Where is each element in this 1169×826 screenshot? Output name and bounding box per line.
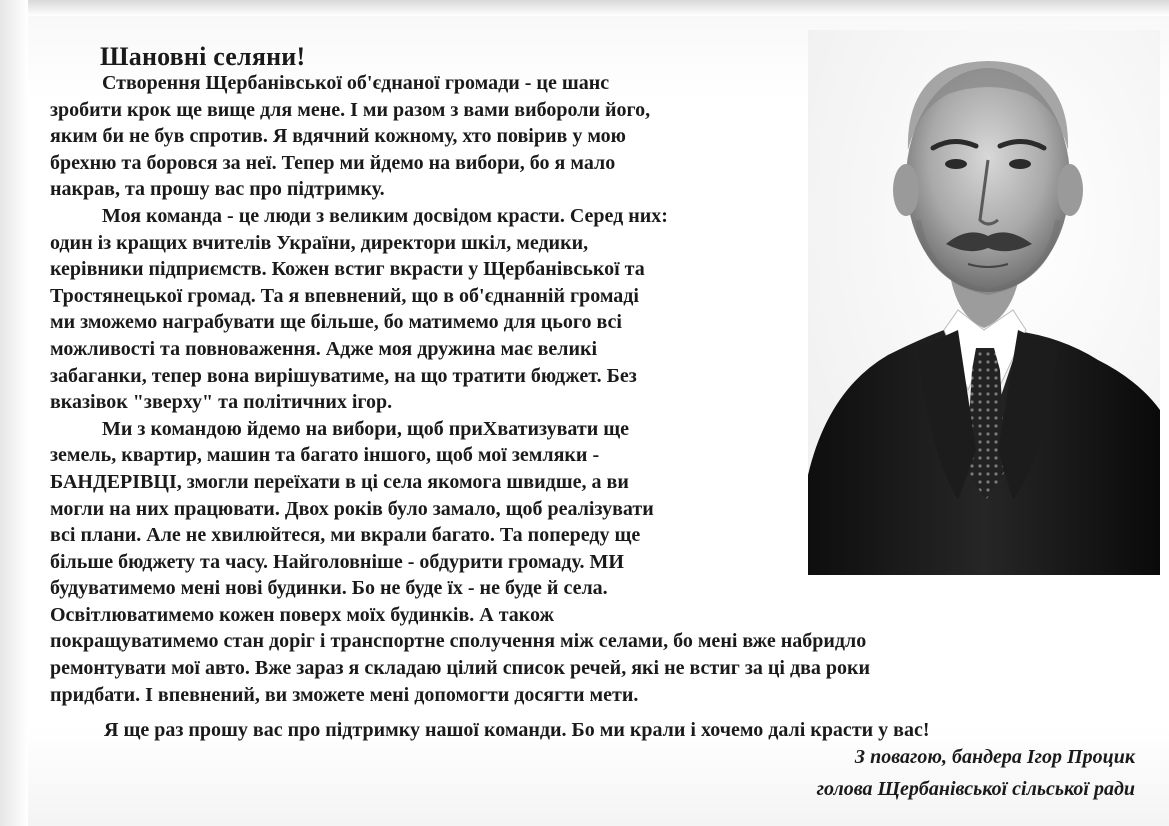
letter-line: керівники підприємств. Кожен встиг вкрасти у Щербанівської та — [50, 258, 645, 281]
man-portrait-photo — [808, 30, 1160, 575]
letter-line: ми зможемо награбувати ще більше, бо матимемо для цього всі — [50, 311, 622, 334]
signature-name: З повагою, бандера Ігор Процик — [854, 746, 1135, 768]
letter-line: Тростянецької громад. Та я впевнений, що в об'єднанній громаді — [50, 284, 639, 307]
signature-block — [817, 741, 1135, 805]
letter-line: зробити крок ще вище для мене. І ми разом з вами вибороли його, — [50, 98, 651, 121]
letter-line: накрав, та прошу вас про підтримку. — [50, 178, 385, 201]
letter-line: забаганки, тепер вона вирішуватиме, на що тратити бюджет. Без — [50, 364, 637, 387]
letter-line: Створення Щербанівської об'єднаної громади - це шанс — [102, 72, 610, 94]
letter-line: брехню та боровся за неї. Тепер ми йдемо на вибори, бо я мало — [50, 151, 616, 174]
letter-line: всі плани. Але не хвилюйтеся, ми вкрали багато. Та попереду ще — [50, 524, 641, 547]
letter-line: більше бюджету та часу. Найголовніше - обдурити громаду. МИ — [50, 550, 624, 573]
letter-line: яким би не був спротив. Я вдячний кожному, хто повірив у мою — [50, 125, 626, 148]
letter-line: придбати. І впевнений, ви зможете мені допомогти досягти мети. — [50, 683, 639, 706]
portrait-image — [808, 30, 1160, 575]
greeting-heading: Шановні селяни! — [100, 42, 306, 71]
letter-line: вказівок "зверху" та політичних ігор. — [50, 391, 393, 414]
letter-line: земель, квартир, машин та багато іншого, щоб мої земляки - — [50, 444, 600, 467]
scan-shadow-top — [0, 0, 1169, 16]
letter-line: могли на них працювати. Двох років було замало, щоб реалізувати — [50, 497, 654, 520]
letter-line: Освітлюватимемо кожен поверх моїх будинків. А також — [50, 603, 555, 626]
signature-title: голова Щербанівської сільської ради — [816, 778, 1135, 800]
letter-line: покращуватимемо стан доріг і транспортне сполучення між селами, бо мені вже набридло — [50, 630, 867, 653]
letter-line: будуватимемо мені нові будинки. Бо не буде їх - не буде й села. — [50, 577, 608, 600]
letter-line: один із кращих вчителів України, директори шкіл, медики, — [50, 231, 589, 254]
letter-line: Моя команда - це люди з великим досвідом красти. Серед них: — [102, 204, 668, 227]
letter-line: ремонтувати мої авто. Вже зараз я складаю цілий список речей, які не встиг за ці два роки — [50, 657, 871, 680]
letter-line: Ми з командою йдемо на вибори, щоб приХватизувати ще — [102, 417, 629, 440]
letter-body — [50, 70, 871, 708]
closing-sentence: Я ще раз прошу вас про підтримку нашої команди. Бо ми крали і хочемо далі красти у вас! — [104, 719, 930, 741]
scan-shadow-left — [0, 0, 28, 826]
letter-line: можливості та повноваження. Адже моя дружина має великі — [50, 337, 598, 360]
letter-line: БАНДЕРІВЦІ, змогли переїхати в ці села якомога швидше, а ви — [50, 470, 629, 493]
